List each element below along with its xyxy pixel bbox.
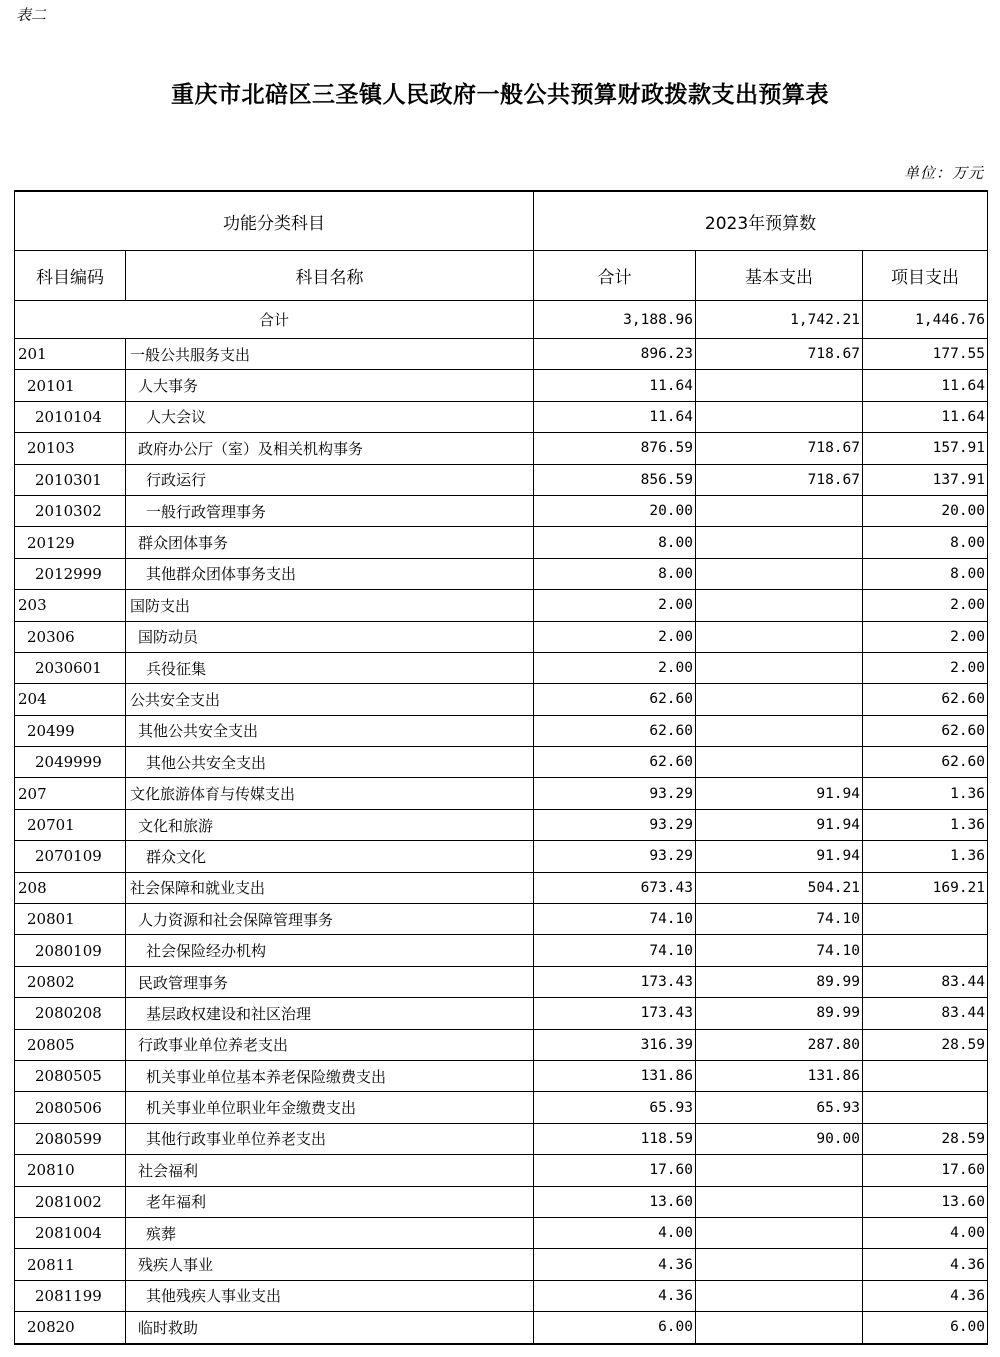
row-basic: 504.21	[696, 872, 863, 903]
row-sum: 93.29	[534, 809, 696, 840]
row-code: 2010301	[15, 464, 126, 495]
row-sum: 17.60	[534, 1155, 696, 1186]
row-project: 1.36	[863, 809, 988, 840]
row-project: 4.00	[863, 1217, 988, 1248]
row-sum: 2.00	[534, 590, 696, 621]
table-row	[15, 1280, 988, 1311]
row-project: 17.60	[863, 1155, 988, 1186]
row-code: 208	[15, 872, 126, 903]
table-number-label: 表二	[16, 6, 47, 24]
row-project	[863, 1092, 988, 1123]
row-basic: 74.10	[696, 935, 863, 966]
row-name: 人大会议	[126, 401, 534, 432]
row-sum: 4.36	[534, 1249, 696, 1280]
row-code: 20802	[15, 966, 126, 997]
row-basic	[696, 684, 863, 715]
row-project: 177.55	[863, 339, 988, 370]
row-basic	[696, 1312, 863, 1344]
total-sum: 3,188.96	[534, 301, 696, 339]
table-row	[15, 809, 988, 840]
row-sum: 4.36	[534, 1280, 696, 1311]
row-name: 群众文化	[126, 841, 534, 872]
row-basic: 91.94	[696, 841, 863, 872]
row-project: 83.44	[863, 966, 988, 997]
row-sum: 20.00	[534, 495, 696, 526]
row-code: 20101	[15, 370, 126, 401]
row-name: 一般公共服务支出	[126, 339, 534, 370]
row-basic: 89.99	[696, 998, 863, 1029]
row-name: 公共安全支出	[126, 684, 534, 715]
row-code: 204	[15, 684, 126, 715]
row-sum: 74.10	[534, 904, 696, 935]
table-row	[15, 778, 988, 809]
row-code: 20499	[15, 715, 126, 746]
row-basic	[696, 1217, 863, 1248]
row-basic	[696, 1186, 863, 1217]
table-row	[15, 1155, 988, 1186]
table-row	[15, 652, 988, 683]
row-project: 1.36	[863, 841, 988, 872]
row-name: 行政运行	[126, 464, 534, 495]
row-project: 20.00	[863, 495, 988, 526]
row-basic: 65.93	[696, 1092, 863, 1123]
row-name: 人大事务	[126, 370, 534, 401]
row-sum: 173.43	[534, 998, 696, 1029]
row-sum: 131.86	[534, 1060, 696, 1091]
row-project: 11.64	[863, 401, 988, 432]
row-project: 2.00	[863, 621, 988, 652]
row-project: 1.36	[863, 778, 988, 809]
table-row	[15, 401, 988, 432]
row-basic	[696, 715, 863, 746]
row-code: 20801	[15, 904, 126, 935]
row-code: 201	[15, 339, 126, 370]
header-project: 项目支出	[863, 251, 988, 301]
row-project: 28.59	[863, 1123, 988, 1154]
row-name: 殡葬	[126, 1217, 534, 1248]
row-name: 民政管理事务	[126, 966, 534, 997]
table-row	[15, 370, 988, 401]
row-name: 国防动员	[126, 621, 534, 652]
row-code: 2012999	[15, 558, 126, 589]
row-basic: 91.94	[696, 809, 863, 840]
table-row	[15, 339, 988, 370]
row-basic: 287.80	[696, 1029, 863, 1060]
row-code: 2049999	[15, 747, 126, 778]
table-row	[15, 1060, 988, 1091]
row-sum: 62.60	[534, 715, 696, 746]
row-basic: 718.67	[696, 433, 863, 464]
row-sum: 8.00	[534, 558, 696, 589]
header-group-function-category: 功能分类科目	[15, 191, 534, 251]
row-project	[863, 1060, 988, 1091]
table-row	[15, 904, 988, 935]
table-row	[15, 590, 988, 621]
row-code: 2030601	[15, 652, 126, 683]
row-sum: 93.29	[534, 778, 696, 809]
row-project: 4.36	[863, 1249, 988, 1280]
table-row	[15, 464, 988, 495]
header-group-budget-2023: 2023年预算数	[534, 191, 988, 251]
table-row	[15, 1092, 988, 1123]
row-name: 其他群众团体事务支出	[126, 558, 534, 589]
row-project: 28.59	[863, 1029, 988, 1060]
row-name: 基层政权建设和社区治理	[126, 998, 534, 1029]
row-basic	[696, 401, 863, 432]
page-title: 重庆市北碚区三圣镇人民政府一般公共预算财政拨款支出预算表	[171, 81, 829, 108]
table-row	[15, 1123, 988, 1154]
row-code: 2080506	[15, 1092, 126, 1123]
row-project: 8.00	[863, 527, 988, 558]
row-basic	[696, 747, 863, 778]
row-code: 203	[15, 590, 126, 621]
row-basic	[696, 1249, 863, 1280]
row-sum: 13.60	[534, 1186, 696, 1217]
row-project: 83.44	[863, 998, 988, 1029]
row-basic	[696, 652, 863, 683]
row-sum: 11.64	[534, 401, 696, 432]
row-name: 行政事业单位养老支出	[126, 1029, 534, 1060]
table-row	[15, 433, 988, 464]
table-body	[15, 301, 988, 1344]
row-code: 2081002	[15, 1186, 126, 1217]
row-basic	[696, 527, 863, 558]
row-name: 文化和旅游	[126, 809, 534, 840]
row-project: 13.60	[863, 1186, 988, 1217]
row-basic	[696, 1155, 863, 1186]
row-sum: 2.00	[534, 621, 696, 652]
row-basic: 90.00	[696, 1123, 863, 1154]
row-code: 20103	[15, 433, 126, 464]
row-basic	[696, 558, 863, 589]
row-name: 机关事业单位基本养老保险缴费支出	[126, 1060, 534, 1091]
total-project: 1,446.76	[863, 301, 988, 339]
table-row	[15, 841, 988, 872]
row-basic: 89.99	[696, 966, 863, 997]
row-project: 137.91	[863, 464, 988, 495]
row-sum: 896.23	[534, 339, 696, 370]
row-basic: 91.94	[696, 778, 863, 809]
table-row	[15, 1312, 988, 1344]
row-basic	[696, 495, 863, 526]
row-sum: 876.59	[534, 433, 696, 464]
row-name: 文化旅游体育与传媒支出	[126, 778, 534, 809]
row-name: 一般行政管理事务	[126, 495, 534, 526]
total-label: 合计	[15, 301, 534, 339]
table-row	[15, 1249, 988, 1280]
budget-table	[14, 190, 988, 1345]
row-code: 2010104	[15, 401, 126, 432]
row-name: 人力资源和社会保障管理事务	[126, 904, 534, 935]
row-code: 2081199	[15, 1280, 126, 1311]
row-basic	[696, 1280, 863, 1311]
table-row	[15, 998, 988, 1029]
row-sum: 316.39	[534, 1029, 696, 1060]
row-name: 社会保障和就业支出	[126, 872, 534, 903]
table-row	[15, 747, 988, 778]
table-row	[15, 935, 988, 966]
table-row	[15, 966, 988, 997]
row-sum: 74.10	[534, 935, 696, 966]
row-code: 20701	[15, 809, 126, 840]
row-project: 169.21	[863, 872, 988, 903]
row-project: 62.60	[863, 715, 988, 746]
unit-label: 单位：万元	[903, 164, 984, 182]
row-sum: 6.00	[534, 1312, 696, 1344]
header-basic: 基本支出	[696, 251, 863, 301]
row-sum: 62.60	[534, 684, 696, 715]
row-sum: 93.29	[534, 841, 696, 872]
row-sum: 4.00	[534, 1217, 696, 1248]
row-sum: 11.64	[534, 370, 696, 401]
row-project: 157.91	[863, 433, 988, 464]
row-code: 20811	[15, 1249, 126, 1280]
row-project: 2.00	[863, 652, 988, 683]
row-name: 其他公共安全支出	[126, 747, 534, 778]
total-basic: 1,742.21	[696, 301, 863, 339]
row-code: 2080109	[15, 935, 126, 966]
row-project: 62.60	[863, 684, 988, 715]
row-name: 临时救助	[126, 1312, 534, 1344]
row-sum: 673.43	[534, 872, 696, 903]
header-sum: 合计	[534, 251, 696, 301]
row-code: 20810	[15, 1155, 126, 1186]
row-name: 国防支出	[126, 590, 534, 621]
row-project: 6.00	[863, 1312, 988, 1344]
table-row	[15, 1029, 988, 1060]
row-basic	[696, 590, 863, 621]
table-row	[15, 684, 988, 715]
row-code: 2070109	[15, 841, 126, 872]
table-row	[15, 715, 988, 746]
row-name: 政府办公厅（室）及相关机构事务	[126, 433, 534, 464]
table-row	[15, 621, 988, 652]
row-code: 20805	[15, 1029, 126, 1060]
row-code: 2010302	[15, 495, 126, 526]
row-sum: 8.00	[534, 527, 696, 558]
row-sum: 118.59	[534, 1123, 696, 1154]
row-name: 社会福利	[126, 1155, 534, 1186]
table-row	[15, 495, 988, 526]
row-name: 老年福利	[126, 1186, 534, 1217]
row-code: 2081004	[15, 1217, 126, 1248]
row-sum: 65.93	[534, 1092, 696, 1123]
row-project: 62.60	[863, 747, 988, 778]
row-sum: 62.60	[534, 747, 696, 778]
row-name: 其他公共安全支出	[126, 715, 534, 746]
row-name: 社会保险经办机构	[126, 935, 534, 966]
row-basic: 131.86	[696, 1060, 863, 1091]
row-basic	[696, 370, 863, 401]
row-name: 其他残疾人事业支出	[126, 1280, 534, 1311]
table-header	[15, 191, 988, 301]
row-project: 11.64	[863, 370, 988, 401]
row-sum: 856.59	[534, 464, 696, 495]
row-name: 其他行政事业单位养老支出	[126, 1123, 534, 1154]
header-code: 科目编码	[15, 251, 126, 301]
row-code: 207	[15, 778, 126, 809]
row-project	[863, 904, 988, 935]
table-row	[15, 527, 988, 558]
row-code: 20820	[15, 1312, 126, 1344]
row-project	[863, 935, 988, 966]
row-basic: 74.10	[696, 904, 863, 935]
total-row	[15, 301, 988, 339]
row-code: 2080599	[15, 1123, 126, 1154]
row-name: 兵役征集	[126, 652, 534, 683]
table-row	[15, 872, 988, 903]
row-code: 20129	[15, 527, 126, 558]
row-name: 群众团体事务	[126, 527, 534, 558]
table-row	[15, 558, 988, 589]
row-code: 2080505	[15, 1060, 126, 1091]
row-code: 2080208	[15, 998, 126, 1029]
row-sum: 173.43	[534, 966, 696, 997]
row-project: 2.00	[863, 590, 988, 621]
row-name: 残疾人事业	[126, 1249, 534, 1280]
row-project: 4.36	[863, 1280, 988, 1311]
header-name: 科目名称	[126, 251, 534, 301]
row-code: 20306	[15, 621, 126, 652]
row-name: 机关事业单位职业年金缴费支出	[126, 1092, 534, 1123]
table-row	[15, 1186, 988, 1217]
table-row	[15, 1217, 988, 1248]
row-basic	[696, 621, 863, 652]
row-sum: 2.00	[534, 652, 696, 683]
row-basic: 718.67	[696, 339, 863, 370]
row-basic: 718.67	[696, 464, 863, 495]
row-project: 8.00	[863, 558, 988, 589]
